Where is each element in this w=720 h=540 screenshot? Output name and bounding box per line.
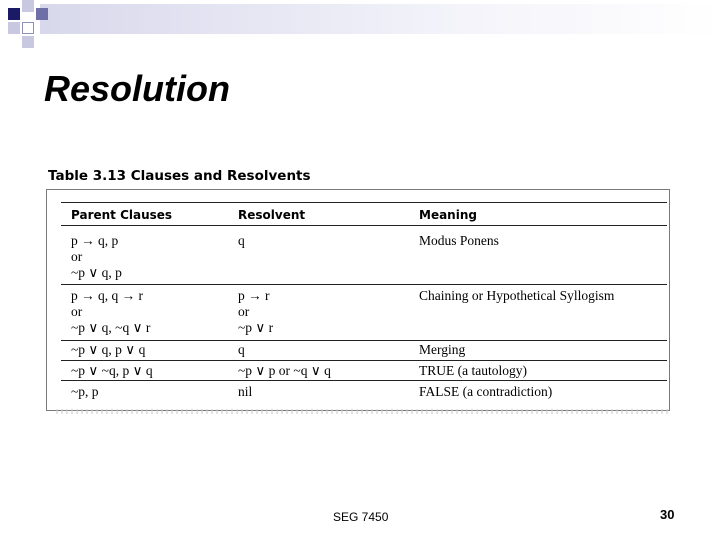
- row-4-meaning: TRUE (a tautology): [419, 363, 527, 378]
- row-2-resolvent: p → r or ~p ∨ r: [238, 288, 274, 335]
- row-1-meaning: Modus Ponens: [419, 233, 499, 248]
- decor-square: [8, 22, 20, 34]
- row-5-parent: ~p, p: [71, 384, 99, 399]
- header-gradient-bar: [40, 4, 720, 34]
- row-rule: [61, 340, 667, 341]
- row-3-meaning: Merging: [419, 342, 466, 357]
- row-2-parent: p → q, q → r or ~p ∨ q, ~q ∨ r: [71, 288, 151, 335]
- resolvents-table: [46, 189, 670, 411]
- table-caption: Table 3.13 Clauses and Resolvents: [48, 168, 311, 184]
- row-1-parent: p → q, p or ~p ∨ q, p: [71, 233, 122, 280]
- row-5-meaning: FALSE (a contradiction): [419, 384, 553, 399]
- row-3-resolvent: q: [238, 342, 245, 357]
- row-rule: [61, 380, 667, 381]
- header-rule: [61, 225, 667, 226]
- table-top-rule: [61, 202, 667, 203]
- slide-title: Resolution: [44, 68, 230, 109]
- decor-square: [36, 8, 48, 20]
- decor-square: [8, 8, 20, 20]
- decor-square: [22, 36, 34, 48]
- header-parent-clauses: Parent Clauses: [71, 208, 173, 222]
- row-4-resolvent: ~p ∨ p or ~q ∨ q: [238, 363, 331, 378]
- row-3-parent: ~p ∨ q, p ∨ q: [71, 342, 146, 357]
- footer-course-code: SEG 7450: [333, 510, 389, 524]
- row-4-parent: ~p ∨ ~q, p ∨ q: [71, 363, 153, 378]
- row-rule: [61, 360, 667, 361]
- scan-speckle: [56, 409, 670, 414]
- row-2-meaning: Chaining or Hypothetical Syllogism: [419, 288, 615, 303]
- row-rule: [61, 284, 667, 285]
- row-1-resolvent: q: [238, 233, 245, 248]
- decor-square: [22, 22, 34, 34]
- row-5-resolvent: nil: [238, 384, 253, 399]
- header-resolvent: Resolvent: [238, 208, 306, 222]
- page-number: 30: [660, 507, 675, 522]
- header-meaning: Meaning: [419, 208, 477, 222]
- decor-square: [22, 0, 34, 12]
